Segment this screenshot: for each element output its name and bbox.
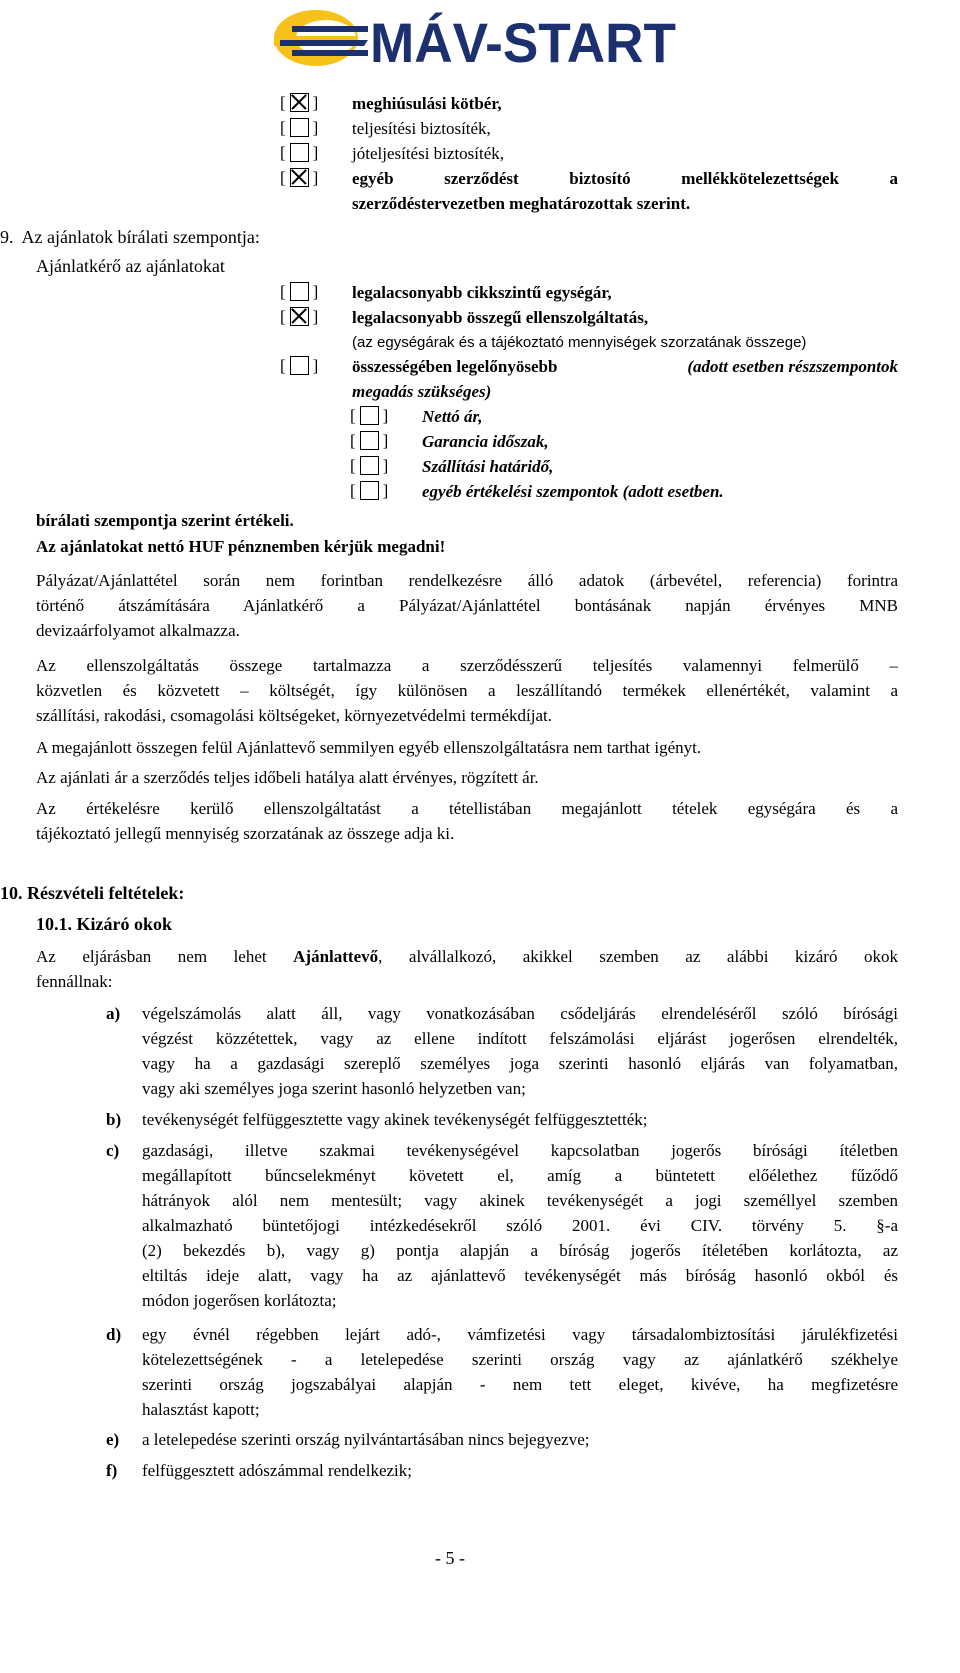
text-line: Az ellenszolgáltatás összege tartalmazza a szerződésszerű teljesítés valamennyi felmerülő – bbox=[36, 656, 898, 675]
text-line: a letelepedése szerinti ország nyilvántartásában nincs bejegyezve; bbox=[142, 1430, 590, 1449]
item-label: d) bbox=[106, 1325, 122, 1344]
currency-note: Az ajánlatokat nettó HUF pénznemben kérjük megadni! bbox=[36, 537, 446, 556]
empty-box-icon bbox=[290, 118, 309, 137]
empty-box-icon bbox=[290, 356, 309, 375]
paragraph-exchange-rate bbox=[36, 568, 898, 643]
paragraph-price-contents bbox=[36, 653, 898, 728]
text-line: A megajánlott összegen felül Ajánlattevő semmilyen egyéb ellenszolgáltatásra nem tarthat igényt. bbox=[36, 738, 702, 757]
sub-criterion-label: Garancia időszak, bbox=[422, 432, 549, 451]
intro-bold: Ajánlattevő bbox=[293, 947, 379, 966]
text-line: történő átszámítására Ajánlatkérő a Pályázat/Ajánlattétel bontásának napján érvényes MNB bbox=[36, 596, 898, 615]
mav-start-logo bbox=[272, 6, 680, 70]
criterion-label: összességében legelőnyösebb bbox=[352, 357, 558, 376]
logo-text: MÁV-START bbox=[370, 11, 676, 70]
text-line: Pályázat/Ajánlattétel során nem forintban rendelkezésre álló adatok (árbevétel, referencia) forintra bbox=[36, 571, 898, 590]
text-line: eltiltás ideje alatt, vagy ha az ajánlattevő tevékenységét más bíróság hasonló okból és bbox=[142, 1266, 898, 1285]
paragraph-no-extra-claims bbox=[36, 735, 898, 760]
checkbox-other-obligations[interactable]: [ ] bbox=[280, 168, 319, 187]
text-line: szállítási, rakodási, csomagolási költségeket, környezetvédelmi termékdíjat. bbox=[36, 706, 552, 725]
guarantee-label-cont: szerződéstervezetben meghatározottak szerint. bbox=[352, 194, 691, 213]
empty-box-icon bbox=[360, 456, 379, 475]
checkbox-lowest-unit-price[interactable]: [ ] bbox=[280, 282, 319, 301]
text-line: Az értékelésre kerülő ellenszolgáltatást a tétellistában megajánlott tételek egységára és a bbox=[36, 799, 898, 818]
section-10-intro bbox=[36, 944, 898, 994]
text-line: megállapított bűncselekményt követett el, amíg a büntetett előélethez fűződő bbox=[142, 1166, 898, 1185]
item-label: e) bbox=[106, 1430, 120, 1449]
guarantee-label: jóteljesítési biztosíték, bbox=[352, 144, 505, 163]
page-number: - 5 - bbox=[435, 1548, 465, 1568]
text-line: tájékoztató jellegű mennyiség szorzatának az összege adja ki. bbox=[36, 824, 455, 843]
checkbox-penalty[interactable]: [ ] bbox=[280, 93, 319, 112]
logo-swoosh bbox=[274, 10, 368, 66]
item-label: a) bbox=[106, 1004, 121, 1023]
text-line: hátrányok alól nem mentesült; vagy akinek tevékenységét a jogi személlyel szemben bbox=[142, 1191, 898, 1210]
empty-box-icon bbox=[290, 143, 309, 162]
text-line: szerinti ország jogszabályai alapján - nem tett eleget, kivéve, ha megfizetésre bbox=[142, 1375, 898, 1394]
checked-box-icon bbox=[290, 307, 309, 326]
criterion-label: legalacsonyabb összegű ellenszolgáltatás, bbox=[352, 308, 649, 327]
item-label: f) bbox=[106, 1461, 118, 1480]
intro-text: , alvállalkozó, akikkel szemben az alábbi kizáró okok bbox=[378, 947, 898, 966]
checked-box-icon bbox=[290, 93, 309, 112]
checkbox-performance-bond[interactable]: [ ] bbox=[280, 118, 319, 137]
empty-box-icon bbox=[360, 431, 379, 450]
checkbox-delivery-deadline[interactable]: [ ] bbox=[350, 456, 389, 475]
section-10-1-heading: 10.1. Kizáró okok bbox=[36, 914, 173, 934]
text-line: devizaárfolyamot alkalmazza. bbox=[36, 621, 240, 640]
text-line: végzést közzétettek, vagy az ellene indított felszámolási eljárást jogerősen elrendelték, bbox=[142, 1029, 898, 1048]
text-line: gazdasági, illetve szakmai tevékenységével kapcsolatban jogerős bírósági ítéletben bbox=[142, 1141, 898, 1160]
paragraph-fixed-price bbox=[36, 765, 898, 790]
section-10-heading: 10. Részvételi feltételek: bbox=[0, 883, 185, 903]
text-line: végelszámolás alatt áll, vagy vonatkozásában csődeljárás elrendeléséről szóló bírósági bbox=[142, 1004, 898, 1023]
checked-box-icon bbox=[290, 168, 309, 187]
checkbox-lowest-total[interactable]: [ ] bbox=[280, 307, 319, 326]
text-line: tevékenységét felfüggesztette vagy akinek tevékenységét felfüggesztették; bbox=[142, 1110, 648, 1129]
checkbox-other-criteria[interactable]: [ ] bbox=[350, 481, 389, 500]
empty-box-icon bbox=[290, 282, 309, 301]
text-line: (2) bekezdés b), vagy g) pontja alapján a bíróság jogerős ítéletében korlátozta, az bbox=[142, 1241, 898, 1260]
text-line: egy évnél régebben lejárt adó-, vámfizetési vagy társadalombiztosítási járulékfizetési bbox=[142, 1325, 898, 1344]
checkbox-net-price[interactable]: [ ] bbox=[350, 406, 389, 425]
text-line bbox=[36, 944, 898, 969]
criterion-note: (az egységárak és a tájékoztató mennyiségek szorzatának összege) bbox=[352, 334, 807, 351]
intro-text: Az eljárásban nem lehet bbox=[36, 947, 294, 966]
sub-criterion-label: Nettó ár, bbox=[422, 407, 483, 426]
paragraph-evaluation bbox=[36, 796, 898, 846]
sub-criterion-label: egyéb értékelési szempontok (adott esetben. bbox=[422, 482, 724, 501]
criterion-hint: (adott esetben részszempontok bbox=[687, 357, 898, 376]
text-line: vagy ha a gazdasági szereplő személyes joga szerinti hasonló eljárás van folyamatban, bbox=[142, 1054, 898, 1073]
text-line: fennállnak: bbox=[36, 972, 113, 991]
checkbox-warranty-period[interactable]: [ ] bbox=[350, 431, 389, 450]
guarantee-label: teljesítési biztosíték, bbox=[352, 119, 491, 138]
checkbox-warranty-bond[interactable]: [ ] bbox=[280, 143, 319, 162]
item-label: b) bbox=[106, 1110, 122, 1129]
checkbox-best-overall[interactable]: [ ] bbox=[280, 356, 319, 375]
item-label: c) bbox=[106, 1141, 120, 1160]
sub-criterion-label: Szállítási határidő, bbox=[422, 457, 554, 476]
text-line: módon jogerősen korlátozta; bbox=[142, 1291, 337, 1310]
section-9-heading: 9. Az ajánlatok bírálati szempontja: bbox=[0, 227, 260, 247]
text-line: közvetlen és közvetett – költségét, így különösen a leszállítandó termékek ellenértékét, valamint a bbox=[36, 681, 898, 700]
empty-box-icon bbox=[360, 406, 379, 425]
text-line: Az ajánlati ár a szerződés teljes időbeli hatálya alatt érvényes, rögzített ár. bbox=[36, 768, 539, 787]
guarantee-label: egyéb szerződést biztosító mellékkötelezettségek a bbox=[352, 169, 898, 188]
guarantee-label: meghiúsulási kötbér, bbox=[352, 94, 502, 113]
text-line: alkalmazható büntetőjogi intézkedésekről szóló 2001. évi CIV. törvény 5. §-a bbox=[142, 1216, 898, 1235]
empty-box-icon bbox=[360, 481, 379, 500]
criteria-closing: bírálati szempontja szerint értékeli. bbox=[36, 511, 294, 530]
section-9-intro: Ajánlatkérő az ajánlatokat bbox=[36, 256, 225, 276]
text-line: kötelezettségének - a letelepedése szerinti ország vagy az ajánlatkérő székhelye bbox=[142, 1350, 898, 1369]
text-line: felfüggesztett adószámmal rendelkezik; bbox=[142, 1461, 412, 1480]
text-line: vagy aki személyes joga szerint hasonló helyzetben van; bbox=[142, 1079, 526, 1098]
criterion-best-overall bbox=[352, 357, 898, 377]
criterion-hint-cont: megadás szükséges) bbox=[352, 382, 492, 401]
criterion-label: legalacsonyabb cikkszintű egységár, bbox=[352, 283, 612, 302]
text-line: halasztást kapott; bbox=[142, 1400, 260, 1419]
